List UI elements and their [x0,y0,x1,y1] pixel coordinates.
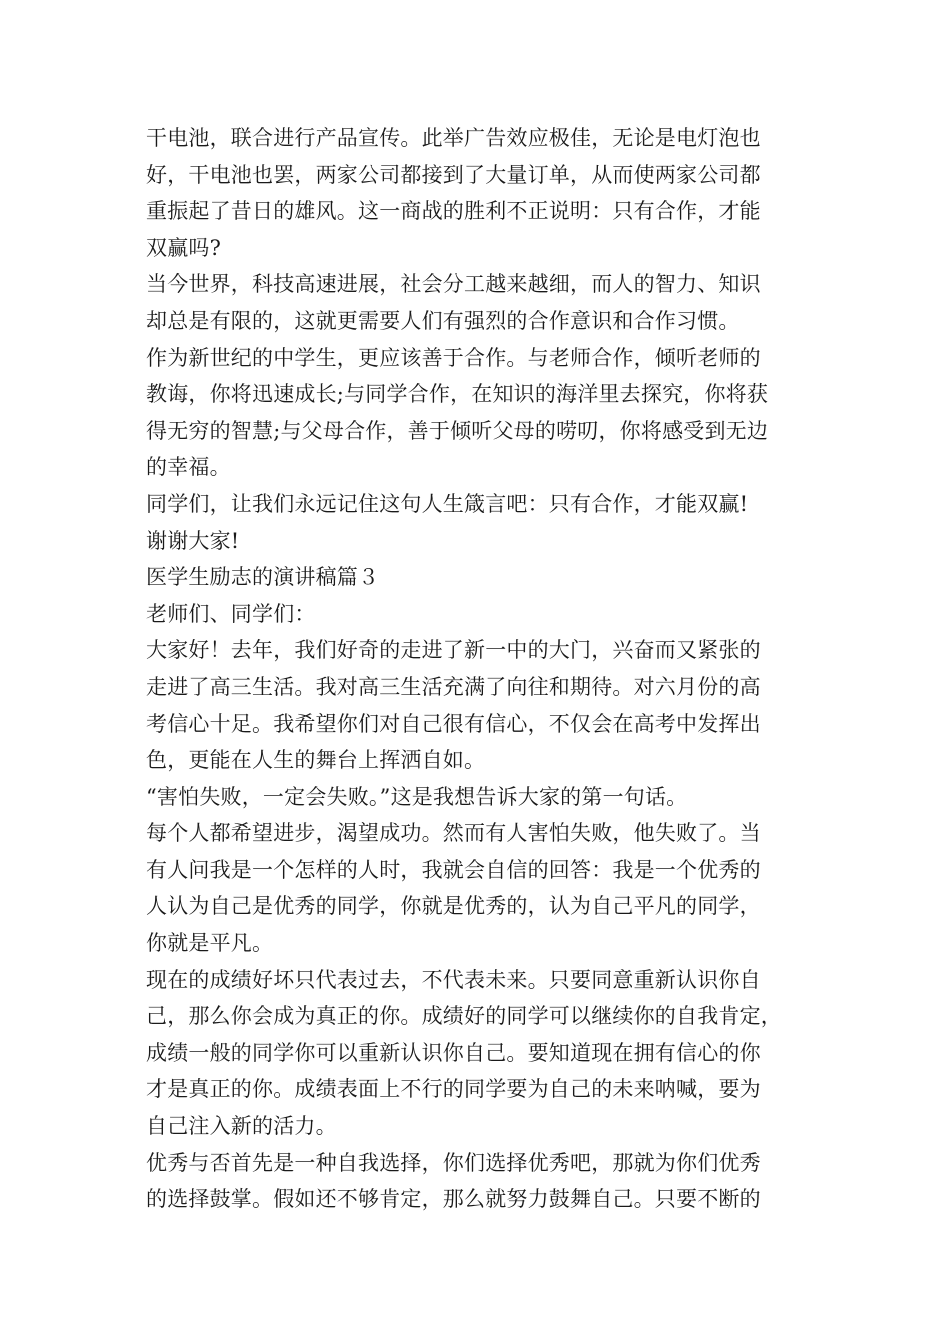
text-line: 重振起了昔日的雄风。这一商战的胜利不正说明：只有合作，才能 [146,199,761,224]
text-line: 人认为自己是优秀的同学，你就是优秀的，认为自己平凡的同学， [146,894,761,919]
text-line: 你就是平凡。 [146,931,274,956]
section-heading: 医学生励志的演讲稿篇３ [146,565,380,590]
text-line: 作为新世纪的中学生，更应该善于合作。与老师合作，倾听老师的 [146,345,761,370]
text-line: 色，更能在人生的舞台上挥洒自如。 [146,748,486,773]
text-line: 考信心十足。我希望你们对自己很有信心，不仅会在高考中发挥出 [146,711,761,736]
text-line: 成绩一般的同学你可以重新认识你自己。要知道现在拥有信心的你 [146,1040,761,1065]
text-line: 干电池，联合进行产品宣传。此举广告效应极佳，无论是电灯泡也 [146,126,761,150]
text-line: 现在的成绩好坏只代表过去，不代表未来。只要同意重新认识你自 [146,967,761,992]
text-line: 大家好！去年，我们好奇的走进了新一中的大门，兴奋而又紧张的 [146,638,761,663]
text-line: 同学们，让我们永远记住这句人生箴言吧：只有合作，才能双赢! [146,491,749,516]
text-line: 优秀与否首先是一种自我选择，你们选择优秀吧，那就为你们优秀 [146,1150,761,1175]
document-body [146,120,811,1218]
text-line: 有人问我是一个怎样的人时，我就会自信的回答：我是一个优秀的 [146,857,761,882]
text-line: 每个人都希望进步，渴望成功。然而有人害怕失败，他失败了。当 [146,821,761,846]
text-line: 自己注入新的活力。 [146,1114,337,1139]
text-line: 当今世界，科技高速进展，社会分工越来越细，而人的智力、知识 [146,272,761,297]
text-line: “害怕失败，一定会失败。”这是我想告诉大家的第一句话。 [146,784,688,809]
text-line: 的选择鼓掌。假如还不够肯定，那么就努力鼓舞自己。只要不断的 [146,1187,761,1212]
text-line: 双赢吗? [146,235,222,260]
text-line: 走进了高三生活。我对高三生活充满了向往和期待。对六月份的高 [146,674,761,699]
text-line: 教诲，你将迅速成长;与同学合作，在知识的海洋里去探究，你将获 [146,382,769,407]
text-line: 才是真正的你。成绩表面上不行的同学要为自己的未来呐喊，要为 [146,1077,761,1102]
text-line: 谢谢大家! [146,528,240,553]
text-line: 得无穷的智慧;与父母合作，善于倾听父母的唠叨，你将感受到无边 [146,418,769,443]
text-line: 的幸福。 [146,455,231,480]
salutation: 老师们、同学们： [146,601,316,626]
text-line: 却总是有限的，这就更需要人们有强烈的合作意识和合作习惯。 [146,308,740,333]
text-line: 好，干电池也罢，两家公司都接到了大量订单，从而使两家公司都 [146,162,761,187]
text-line: 己，那么你会成为真正的你。成绩好的同学可以继续你的自我肯定， [146,1004,782,1029]
